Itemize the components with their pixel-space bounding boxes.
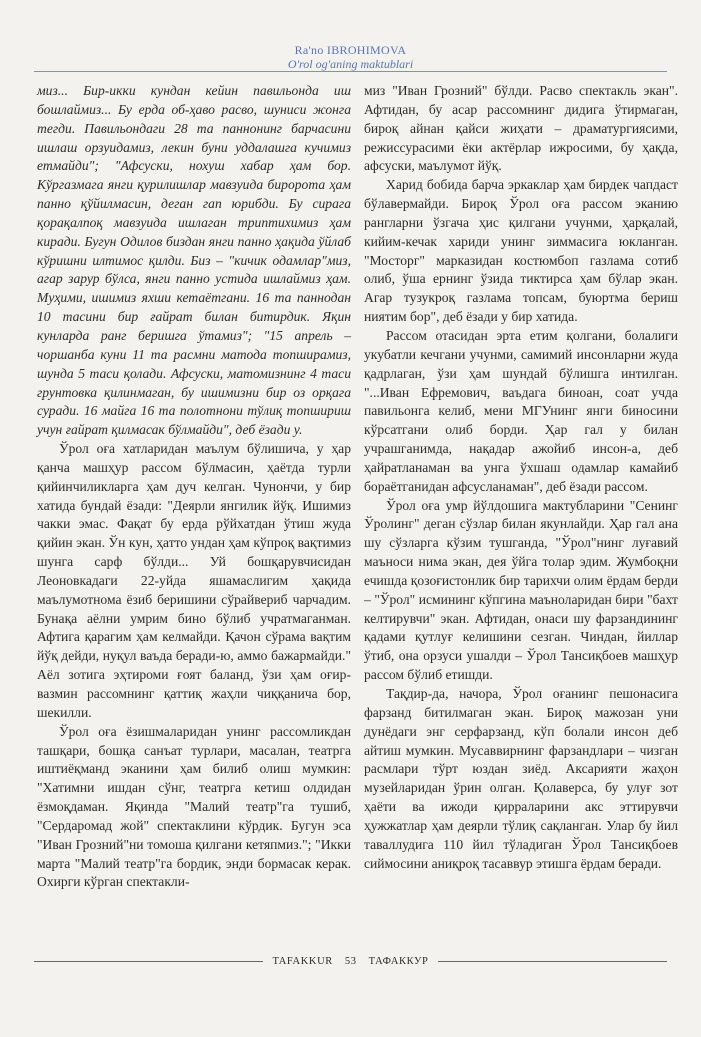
paragraph: Рассом отасидан эрта етим қолгани, болалиги укубатли кечгани учунми, самимий инсонларни жуда қадрлаган, ўзи ҳам шундай бўлишга интилган. "...Иван Ефремович, ваъдага биноан, соат учда павильонга келиб, мени МГУнинг янги биносини кўрсатгани олиб борди. Ҳар гал у билан учрашганимда, нақадар ажойиб инсон-а, деб ҳайратланаман ва унга ўхшаш одамлар камайиб бораётганидан афсусланаман", деб ёзади рассом. <box>364 327 678 494</box>
footer-text <box>273 956 429 967</box>
paragraph: миз "Иван Грозний" бўлди. Расво спектакль экан". Афтидан, бу асар рассомнинг дидига ўтирмаган, бироқ айнан қайси жиҳати – драматургиясими, режиссурасими ёки актёрлар ижросими, бу ҳақда, афсуски, маълумот йўқ. <box>364 83 678 174</box>
page-number: 53 <box>344 955 357 967</box>
left-column <box>37 82 351 892</box>
footer-rule-right <box>438 961 667 962</box>
right-column <box>364 82 678 873</box>
paragraph: Харид бобида барча эркаклар ҳам бирдек чапдаст бўлавермайди. Бироқ Ўрол оға рассом эканию рангларни ўзгача ҳис қилгани учунми, ҳарқалай, кийим-кечак хариди унинг зиммасига юкланган. "Мосторг" марказидан костюмбоп газлама сотиб олиб, ўша ернинг ўзида тиктирса ҳам бўлар экан. Агар тузукроқ газлама топсам, буюртма бериш ниятим бор", деб ёзади у бир хатида. <box>364 177 678 325</box>
paragraph: Ўрол оға ёзишмаларидан унинг рассомликдан ташқари, бошқа санъат турлари, масалан, театрга иштиёқманд эканини ҳам билиб олиш мумкин: "Хатимни ишдан сўнг, театрга кетиш олдидан ёзмоқдаман. Яқинда "Малий театр"га тушиб, "Сердаромад жой" спектаклини кўрдик. Бугун эса "Иван Грозний"ни томоша қилгани кетяпмиз."; "Икки марта "Малий театр"га бордик, энди бормасак керак. Охирги кўрган спектакли- <box>37 723 351 890</box>
running-header <box>0 43 701 71</box>
paragraph: Ўрол оға умр йўлдошига мактубларини "Сенинг Ўролинг" деган сўзлар билан якунлайди. Ҳар гал ана шу сўзларга кўзим тушганда, "Ўрол"нинг луғавий маъноси нима экан, дея ўйга толар эдим. Жумбоқни ечишда қозоғистонлик бир тарихчи олим ёрдам берди – "Ўрол" исмининг кўпгина маъноларидан бири "бахт келтирувчи" экан. Афтидан, онаси шу фарзандининг қадами қутлуғ келишини сезган. Чиндан, йиллар ўтиб, она орзуси ушалди – Ўрол Тансиқбоев машҳур рассом бўлиб етишди. <box>364 497 678 683</box>
paragraph: Ўрол оға хатларидан маълум бўлишича, у ҳар қанча машҳур рассом бўлмасин, ҳаётда турли қийинчиликларга ҳам дуч келган. Чунончи, у бир хатида бундай ёзади: "Деярли янгилик йўқ. Ишимиз чакки эмас. Фақат бу ерда рўйхатдан ўтиш жуда қийин экан. Ўн кун, ҳатто ундан ҳам кўпроқ вақтимиз шунга сарф бўлди... Уй бошқарувчисидан Леоновкадаги 22-уйда яшамаслигим ҳақида маълумотнома ёзиб беришини сўрайвериб чарчадим. Бунақа аёлни умрим бино бўлиб учратмаганман. Афтига қарагим ҳам келмайди. Қачон сўрама вақтим йўқ дейди, нуқул ваъда беради-ю, аммо бажармайди." Аёл зотига эҳтироми ғоят баланд, ўзи ҳам оғир-вазмин рассомнинг қаттиқ жаҳли чиққанича бор, шекилли. <box>37 441 351 720</box>
header-rule <box>34 71 667 72</box>
paragraph: миз... Бир-икки кундан кейин павильонда иш бошлаймиз... Бу ерда об-ҳаво расво, шуниси жонга тегди. Павильондаги 28 та паннонинг барчасини ишлаш орзуидамиз, лекин буни уддалашга кучимиз етмайди"; "Афсуски, нохуш хабар ҳам бор. Кўргазмага янги қурилишлар мавзуида биророта ҳам панно қўйилмасин, деган гап юрибди. Бу сирага қорақалпоқ мавзуида ишлаган триптихимиз ҳам киради. Бугун Одилов биздан янги панно ҳақида ўйлаб кўришни илтимос қилди. Биз – "кичик одамлар"миз, агар зарур бўлса, янги панно устида ишлаймиз ҳам. Муҳими, ишимиз яхши кетаётгани. 16 та паннодан 10 тасини бир ғайрат билан битирдик. Яқин кунларда ранг беришга ўтамиз"; "15 апрель – чоршанба куни 11 та расмни матода топширамиз, шунда 5 таси қолади. Афсуски, матомизнинг 4 таси грунтовка қилинмаган, бу ишимизни бир оз орқага суради. 16 майга 16 та полотнони тўлиқ топшириш учун ғайрат қилмасак бўлмайди", деб ёзади у. <box>37 83 351 438</box>
paragraph: Тақдир-да, начора, Ўрол оғанинг пешонасига фарзанд битилмаган экан. Бироқ мажозан уни дунёдаги энг серфарзанд, кўп болали инсон деб айтиш мумкин. Мусаввирнинг фарзандлари – чизган расмлари тўрт юздан зиёд. Аксарияти жаҳон музейларидан ўрин олган. Қолаверса, бу улуғ зот ҳаёти ва ижоди қирраларини акс эттирувчи ҳужжатлар ҳам деярли тўлиқ сақланган. Улар бу йил таваллудига 110 йил тўладиган Ўрол Тансиқбоев сиймосини аниқроқ тасаввур этишга ёрдам беради. <box>364 686 678 871</box>
footer-rule-left <box>34 961 263 962</box>
journal-name-cyrillic: ТАФАККУР <box>368 955 429 967</box>
journal-name-latin: TAFAKKUR <box>272 955 333 967</box>
article-title: O'rol og'aning maktublari <box>287 57 414 71</box>
author-name: Ra'no IBROHIMOVA <box>294 43 407 57</box>
running-footer <box>34 954 667 968</box>
